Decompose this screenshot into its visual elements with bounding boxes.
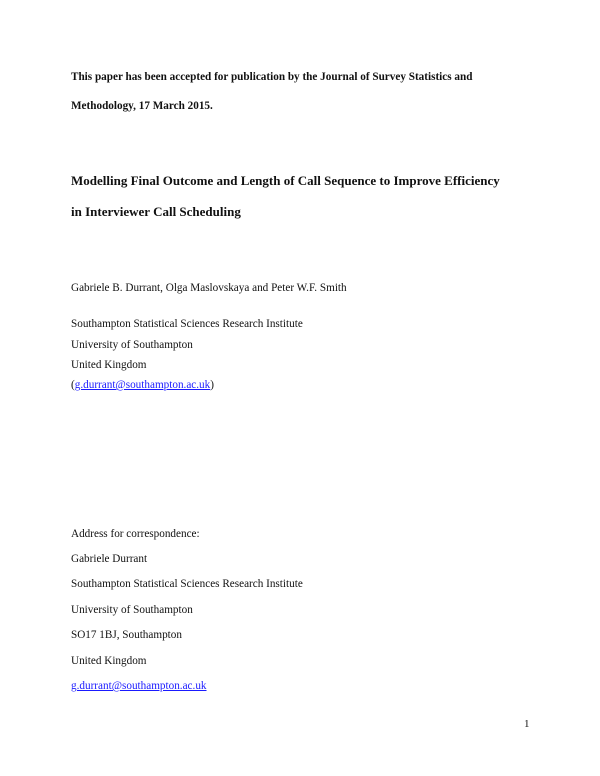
- affiliation-university: University of Southampton: [71, 339, 193, 351]
- publication-notice-line-2: Methodology, 17 March 2015.: [71, 100, 213, 112]
- affiliation-country: United Kingdom: [71, 359, 147, 371]
- author-list: Gabriele B. Durrant, Olga Maslovskaya and Peter W.F. Smith: [71, 282, 347, 294]
- correspondence-email-line: [71, 679, 207, 693]
- affiliation-email-line: [71, 378, 214, 392]
- correspondence-country: United Kingdom: [71, 655, 147, 667]
- paper-title-line-2: in Interviewer Call Scheduling: [71, 204, 241, 219]
- correspondence-heading: Address for correspondence:: [71, 528, 200, 540]
- correspondence-institute: Southampton Statistical Sciences Research Institute: [71, 578, 303, 590]
- correspondence-university: University of Southampton: [71, 604, 193, 616]
- correspondence-postcode-city: SO17 1BJ, Southampton: [71, 629, 182, 641]
- paper-title-line-1: Modelling Final Outcome and Length of Call Sequence to Improve Efficiency: [71, 173, 500, 188]
- affiliation-institute: Southampton Statistical Sciences Research Institute: [71, 318, 303, 330]
- page-number: 1: [524, 718, 530, 730]
- affiliation-email-link[interactable]: g.durrant@southampton.ac.uk: [74, 379, 211, 391]
- email-close-paren: ): [210, 379, 214, 391]
- correspondence-name: Gabriele Durrant: [71, 553, 148, 565]
- publication-notice-line-1: This paper has been accepted for publication by the Journal of Survey Statistics and: [71, 71, 473, 83]
- email-open-paren: (: [71, 379, 75, 391]
- correspondence-email-link[interactable]: g.durrant@southampton.ac.uk: [71, 680, 207, 692]
